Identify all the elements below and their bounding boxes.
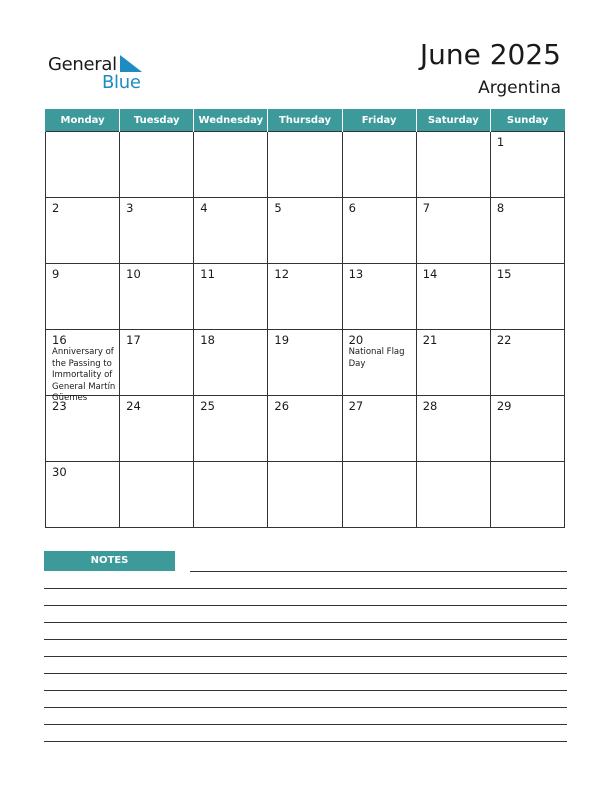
day-number: 2 bbox=[52, 201, 60, 215]
week-row-2 bbox=[46, 198, 565, 264]
day-cell bbox=[416, 462, 490, 528]
day-cell bbox=[194, 132, 268, 198]
day-cell bbox=[120, 198, 194, 264]
day-number: 5 bbox=[274, 201, 282, 215]
day-cell bbox=[490, 264, 564, 330]
weekday-wednesday: Wednesday bbox=[194, 109, 268, 132]
day-number: 18 bbox=[200, 333, 215, 347]
day-cell bbox=[342, 396, 416, 462]
weekday-thursday: Thursday bbox=[268, 109, 342, 132]
day-cell bbox=[342, 198, 416, 264]
day-number: 20 bbox=[348, 333, 364, 347]
day-cell bbox=[46, 132, 120, 198]
day-cell bbox=[46, 462, 120, 528]
day-cell bbox=[268, 132, 342, 198]
day-cell bbox=[120, 396, 194, 462]
day-cell bbox=[268, 264, 342, 330]
logo-triangle-icon bbox=[120, 55, 142, 72]
day-cell bbox=[268, 396, 342, 462]
day-number: 6 bbox=[348, 201, 356, 215]
day-cell bbox=[268, 330, 342, 396]
holiday-label: National Flag Day bbox=[348, 347, 405, 369]
day-number: 10 bbox=[126, 267, 141, 281]
day-number: 12 bbox=[274, 267, 290, 281]
week-row-5 bbox=[46, 396, 565, 462]
day-cell bbox=[194, 396, 268, 462]
day-number: 19 bbox=[274, 333, 290, 347]
day-cell bbox=[416, 264, 490, 330]
day-number: 17 bbox=[126, 333, 141, 347]
note-line bbox=[44, 707, 567, 708]
day-number: 22 bbox=[496, 333, 512, 347]
day-cell bbox=[342, 132, 416, 198]
day-cell bbox=[268, 198, 342, 264]
day-cell bbox=[490, 396, 564, 462]
day-number: 23 bbox=[52, 399, 67, 413]
day-number: 24 bbox=[126, 399, 141, 413]
day-number: 27 bbox=[348, 399, 364, 413]
day-cell bbox=[268, 462, 342, 528]
day-number: 8 bbox=[496, 201, 505, 215]
calendar-title: June 2025 bbox=[419, 38, 561, 71]
day-cell bbox=[46, 198, 120, 264]
day-cell bbox=[120, 462, 194, 528]
day-cell bbox=[490, 198, 564, 264]
day-cell bbox=[194, 198, 268, 264]
logo-general-text: General bbox=[48, 54, 117, 75]
logo-blue-text: Blue bbox=[102, 72, 141, 93]
weekday-sunday: Sunday bbox=[490, 109, 564, 132]
day-number: 4 bbox=[200, 201, 208, 215]
note-line bbox=[44, 639, 567, 640]
week-row-3 bbox=[46, 264, 565, 330]
day-number: 28 bbox=[422, 399, 438, 413]
note-line bbox=[44, 605, 567, 606]
day-cell bbox=[490, 330, 564, 396]
day-number: 7 bbox=[422, 201, 431, 215]
day-cell bbox=[194, 264, 268, 330]
day-cell bbox=[46, 330, 120, 403]
day-number: 16 bbox=[52, 333, 67, 347]
day-cell bbox=[342, 462, 416, 528]
note-line bbox=[190, 571, 567, 572]
day-cell bbox=[194, 462, 268, 528]
day-cell bbox=[490, 132, 564, 198]
generalblue-logo bbox=[48, 52, 148, 92]
day-number: 3 bbox=[126, 201, 134, 215]
week-row-1 bbox=[46, 132, 565, 198]
holiday-label: Anniversary of the Passing to Immortality of General Martín Güemes bbox=[52, 347, 116, 403]
note-line bbox=[44, 588, 567, 589]
day-cell bbox=[416, 198, 490, 264]
note-line bbox=[44, 724, 567, 725]
weekday-monday: Monday bbox=[46, 109, 120, 132]
weekday-tuesday: Tuesday bbox=[120, 109, 194, 132]
day-number: 30 bbox=[52, 465, 67, 479]
day-cell bbox=[342, 330, 416, 396]
notes-header: NOTES bbox=[44, 551, 175, 571]
note-line bbox=[44, 741, 567, 742]
note-line bbox=[44, 690, 567, 691]
day-cell bbox=[416, 330, 490, 396]
day-cell bbox=[120, 330, 194, 396]
week-row-6 bbox=[46, 462, 565, 528]
note-line bbox=[44, 622, 567, 623]
day-number: 9 bbox=[52, 267, 60, 281]
month-calendar bbox=[45, 109, 565, 528]
day-number: 21 bbox=[422, 333, 438, 347]
day-number: 29 bbox=[496, 399, 512, 413]
note-line bbox=[44, 656, 567, 657]
day-number: 14 bbox=[422, 267, 438, 281]
day-cell bbox=[342, 264, 416, 330]
weekday-header-row bbox=[46, 109, 565, 132]
day-cell bbox=[120, 132, 194, 198]
week-row-4 bbox=[46, 330, 565, 396]
day-cell bbox=[416, 132, 490, 198]
day-cell bbox=[46, 264, 120, 330]
day-number: 13 bbox=[348, 267, 364, 281]
day-cell bbox=[120, 264, 194, 330]
note-line bbox=[44, 673, 567, 674]
day-number: 26 bbox=[274, 399, 290, 413]
weekday-friday: Friday bbox=[342, 109, 416, 132]
weekday-saturday: Saturday bbox=[416, 109, 490, 132]
day-cell bbox=[490, 462, 564, 528]
day-number: 11 bbox=[200, 267, 215, 281]
day-number: 25 bbox=[200, 399, 215, 413]
day-cell bbox=[194, 330, 268, 396]
country-name: Argentina bbox=[478, 78, 561, 98]
day-number: 15 bbox=[496, 267, 512, 281]
day-cell bbox=[416, 396, 490, 462]
day-cell bbox=[46, 396, 120, 462]
day-number: 1 bbox=[496, 135, 505, 149]
